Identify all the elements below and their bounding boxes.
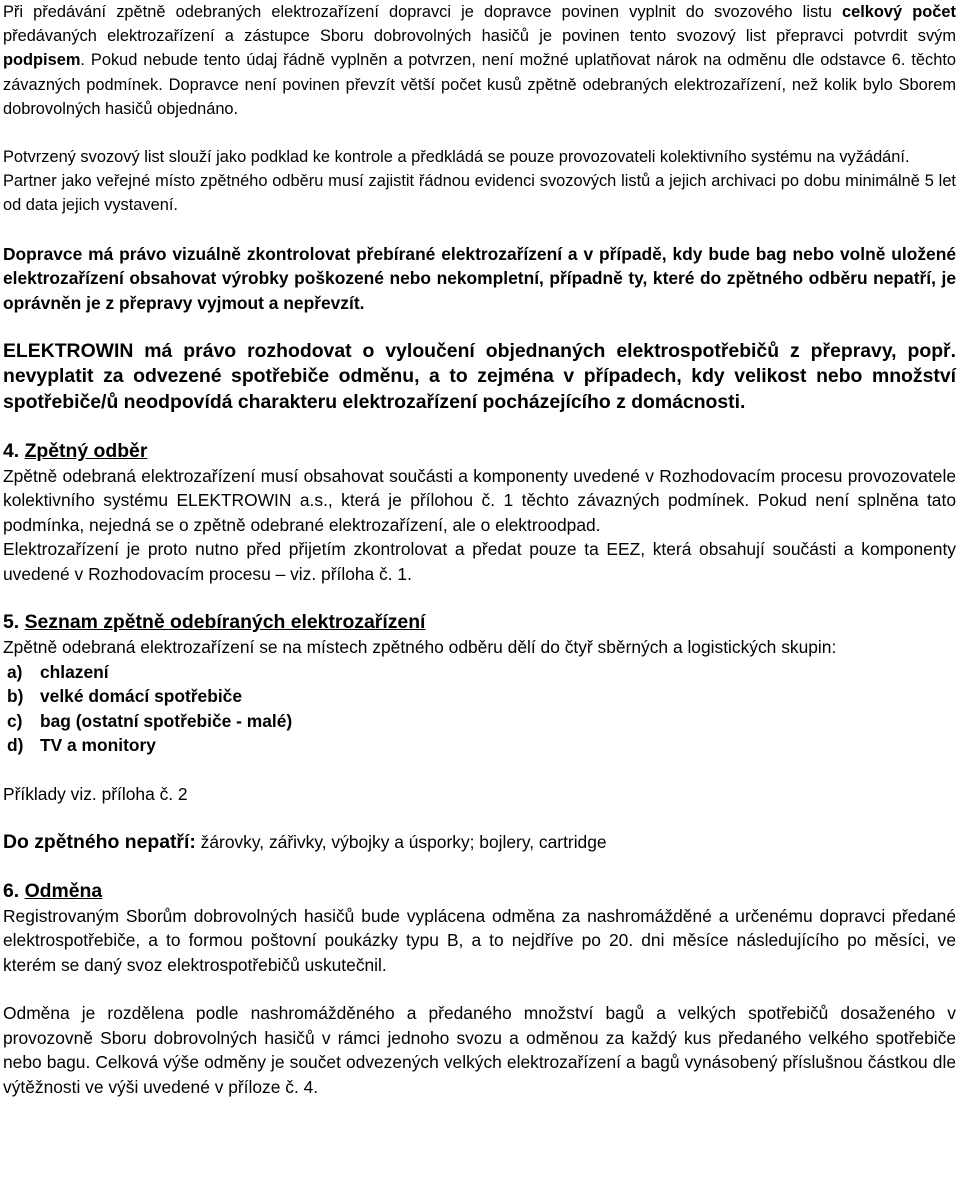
- excluded-items: žárovky, zářivky, výbojky a úsporky; bojlery, cartridge: [195, 832, 607, 853]
- section-4-paragraph-2: Elektrozařízení je proto nutno před přijetím zkontrolovat a předat pouze ta EEZ, která obsahují součásti a komponenty uvedené v Rozhodovacím procesu – viz. příloha č. 1.: [3, 539, 956, 584]
- bold-run: podpisem: [3, 51, 81, 70]
- section-5-heading: [3, 610, 956, 635]
- paragraph-elektrowin-rights: ELEKTROWIN má právo rozhodovat o vyloučení objednaných elektrospotřebičů z přepravy, popř. nevyplatit za odvezené spotřebiče odměnu, a to zejména v případech, kdy velikost nebo množství spotřebiče/ů neodpovídá charakteru elektrozařízení pocházejícího z domácnosti.: [3, 340, 956, 413]
- excluded-items-paragraph: [3, 830, 956, 855]
- section-4-paragraph-1: Zpětně odebraná elektrozařízení musí obsahovat součásti a komponenty uvedené v Rozhodovacím procesu provozovatele kolektivního systému ELEKTROWIN a.s., která je přílohou č. 1 těchto závazných podmínek. Pokud není splněna tato podmínka, nejedná se o zpětně odebrané elektrozařízení, ale o elektroodpad.: [3, 465, 956, 535]
- list-item: a) chlazení: [7, 661, 109, 682]
- bold-run: celkový počet: [841, 3, 956, 21]
- list-item: d) TV a monitory: [7, 735, 156, 756]
- section-number: 6.: [3, 879, 20, 902]
- section-title: Seznam zpětně odebíraných elektrozařízení: [24, 611, 426, 634]
- collection-groups-list: [3, 660, 956, 758]
- section-number: 4.: [3, 439, 20, 462]
- excluded-label: Do zpětného nepatří:: [3, 831, 196, 854]
- examples-reference: Příklady viz. příloha č. 2: [3, 783, 188, 804]
- paragraph-partner-archive: Partner jako veřejné místo zpětného odběru musí zajistit řádnou evidenci svozových listů a jejich archivaci po dobu minimálně 5 let od data jejich vystavení.: [3, 172, 956, 215]
- list-item: b) velké domácí spotřebiče: [7, 686, 243, 707]
- section-4-heading: [3, 439, 956, 464]
- section-title: Odměna: [24, 879, 103, 902]
- text-run: Při předávání zpětně odebraných elektrozařízení dopravci je dopravce povinen vyplnit do svozového listu: [3, 3, 842, 21]
- paragraph-carrier-rights: Dopravce má právo vizuálně zkontrolovat přebírané elektrozařízení a v případě, kdy bude bag nebo volně uložené elektrozařízení obsahovat výrobky poškozené nebo nekompletní, případně ty, které do zpětného odběru nepatří, je oprávněn je z přepravy vyjmout a nepřevzít.: [3, 243, 956, 313]
- section-6-paragraph-1: Registrovaným Sborům dobrovolných hasičů bude vyplácena odměna za nashromážděné a určenému dopravci předané elektrospotřebiče, a to formou poštovní poukázky typu B, a to nejdříve po 20. dni měsíce následujícího po měsíci, ve kterém se daný svoz elektrospotřebičů uskutečnil.: [3, 905, 956, 975]
- section-number: 5.: [3, 611, 20, 634]
- list-item: c) bag (ostatní spotřebiče - malé): [7, 710, 293, 731]
- paragraph-confirmed-list: Potvrzený svozový list slouží jako podklad ke kontrole a předkládá se pouze provozovateli kolektivního systému na vyžádání.: [3, 148, 910, 167]
- section-title: Zpětný odběr: [24, 439, 148, 462]
- text-run: předávaných elektrozařízení a zástupce Sboru dobrovolných hasičů je povinen tento svozový list přepravci potvrdit svým: [3, 27, 956, 46]
- paragraph-handover: [3, 0, 956, 121]
- section-5-intro: Zpětně odebraná elektrozařízení se na místech zpětného odběru dělí do čtyř sběrných a logistických skupin:: [3, 637, 837, 658]
- section-6-heading: [3, 879, 956, 904]
- text-run: . Pokud nebude tento údaj řádně vyplněn a potvrzen, není možné uplatňovat nárok na odměnu dle odstavce 6. těchto závazných podmínek. Dopravce není povinen převzít větší počet kusů zpětně odebraných elektrozařízení, než kolik bylo Sborem dobrovolných hasičů objednáno.: [3, 51, 956, 118]
- section-6-paragraph-2: Odměna je rozdělena podle nashromážděného a předaného množství bagů a velkých spotřebičů dosaženého v provozovně Sboru dobrovolných hasičů v rámci jednoho svozu a odměnou za každý kus předaného velkého spotřebiče nebo bagu. Celková výše odměny je součet odvezených velkých elektrozařízení a bagů vynásobený příslušnou částkou dle výtěžnosti ve výši uvedené v příloze č. 4.: [3, 1003, 956, 1097]
